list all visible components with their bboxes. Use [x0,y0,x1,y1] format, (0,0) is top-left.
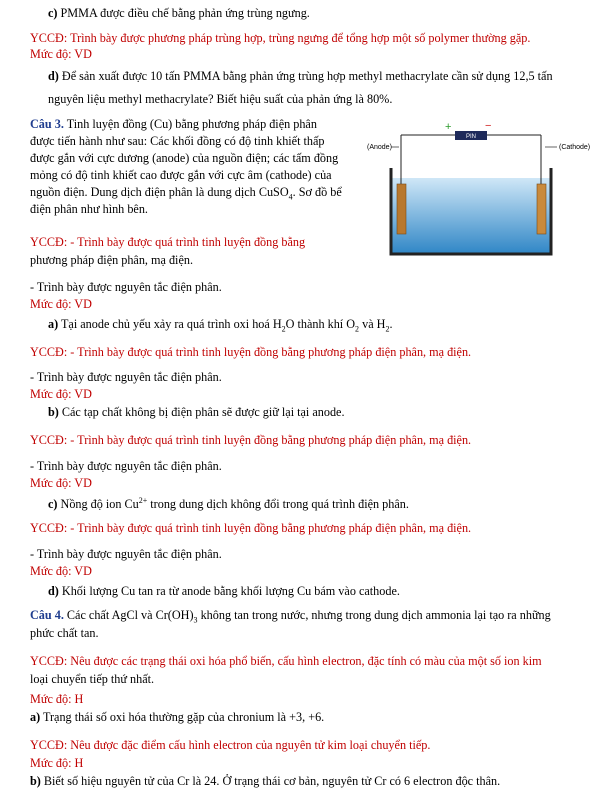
anode-label: (Anode) [367,144,392,151]
subscript: 4 [288,192,293,202]
yccd-line: YCCĐ: - Trình bày được quá trình tinh luyện đồng bằng phương pháp điện phân, mạ điện. [30,521,472,535]
statement-text: Các tạp chất không bị điện phân sẽ được giữ lại tại anode. [61,405,345,419]
statement-text: và H [359,317,386,331]
statement-text: O thành khí O [285,317,356,331]
question-3-line-3: được gắn với cực dương (anode) của nguồn điện; các tấm đồng [30,151,339,165]
statement-label: d) [48,584,59,598]
yccd-line: YCCĐ: Nêu được các trạng thái oxi hóa phổ biến, cấu hình electron, đặc tính có màu của một số ion kim [30,654,542,668]
electrolyte-solution [391,178,551,254]
question-text: nguồn điện. Dung dịch điện phân là dung dịch CuSO [30,185,289,199]
question-4-line-1 [30,608,551,627]
subscript: 2 [355,324,360,334]
statement-b-impurities [48,405,345,419]
cathode-label: (Cathode) [559,144,591,151]
yccd-line: YCCĐ: - Trình bày được quá trình tinh luyện đồng bằng phương pháp điện phân, mạ điện. [30,433,472,447]
minus-sign: − [485,120,492,132]
superscript: 2+ [138,496,148,505]
statement-text: PMMA được điều chế bằng phản ứng trùng ngưng. [60,6,310,20]
muc-do-line: Mức độ: VD [30,476,92,490]
question-text: không tan trong nước, nhưng trong dung dịch ammonia lại tạo ra những [197,608,551,622]
anode-electrode [397,184,406,234]
yccd-principle: - Trình bày được nguyên tắc điện phân. [30,547,222,561]
question-3-line-4: mỏng có độ tinh khiết cao được gắn với cực âm (cathode) của [30,168,332,182]
question-label: Câu 4. [30,608,64,622]
statement-label: b) [48,405,59,419]
yccd-line: YCCĐ: Trình bày được phương pháp trùng hợp, trùng ngưng để tổng hợp một số polymer thường gặp. [30,31,531,45]
statement-label: d) [48,69,59,83]
muc-do-line: Mức độ: VD [30,297,92,311]
yccd-line: YCCĐ: Nêu được đặc điểm cấu hình electron của nguyên tử kim loại chuyển tiếp. [30,738,431,752]
statement-text: Tại anode chủ yếu xảy ra quá trình oxi hoá H [60,317,282,331]
plus-sign: + [445,121,452,133]
statement-b-chromium [30,774,500,788]
statement-text: . [389,317,393,331]
statement-text: Khối lượng Cu tan ra từ anode bằng khối lượng Cu bám vào cathode. [61,584,400,598]
question-3-line-1 [30,117,317,131]
yccd-continuation: phương pháp điện phân, mạ điện. [30,253,193,267]
yccd-principle: - Trình bày được nguyên tắc điện phân. [30,280,222,294]
yccd-continuation: loại chuyển tiếp thứ nhất. [30,672,155,686]
muc-do-line: Mức độ: VD [30,47,92,61]
yccd-line: YCCĐ: - Trình bày được quá trình tinh luyện đồng bằng phương pháp điện phân, mạ điện. [30,345,472,359]
electrolysis-diagram [367,120,597,260]
statement-a-anode [48,317,393,336]
question-3-line-6: điện phân như hình bên. [30,202,148,216]
question-text: Các chất AgCl và Cr(OH) [66,608,194,622]
statement-text: Biết số hiệu nguyên tử của Cr là 24. Ở trạng thái cơ bản, nguyên tử Cr có 6 electron độc thân. [43,774,501,788]
subscript: 2 [281,324,286,334]
yccd-principle: - Trình bày được nguyên tắc điện phân. [30,459,222,473]
statement-text: Nồng độ ion Cu [60,497,139,512]
question-text: Tinh luyện đồng (Cu) bằng phương pháp điện phân [66,117,317,131]
statement-label: b) [30,774,41,788]
muc-do-line: Mức độ: VD [30,387,92,401]
statement-label: a) [48,317,59,331]
statement-a-chromium [30,710,324,724]
statement-label: c) [48,6,58,20]
statement-d-continuation: nguyên liệu methyl methacrylate? Biết hiệu suất của phản ứng là 80%. [48,92,393,106]
battery-label: PIN [465,134,477,140]
yccd-line: YCCĐ: - Trình bày được quá trình tinh luyện đồng bằng [30,235,306,249]
muc-do-line: Mức độ: H [30,692,84,706]
statement-text: Để sản xuất được 10 tấn PMMA bằng phản ứng trùng hợp methyl methacrylate cần sử dụng 12,5 tấn [61,69,553,83]
statement-c-pmma [48,6,310,20]
statement-text: Trạng thái số oxi hóa thường gặp của chronium là +3, +6. [42,710,325,724]
statement-label: a) [30,710,41,724]
question-label: Câu 3. [30,117,64,131]
question-text: . Sơ đồ bể [292,185,342,199]
yccd-principle: - Trình bày được nguyên tắc điện phân. [30,370,222,384]
question-4-line-2: phức chất tan. [30,626,99,640]
cathode-electrode [537,184,546,234]
subscript: 3 [193,615,198,625]
statement-d-mass [48,584,400,598]
statement-c-copper-ion [48,494,409,511]
statement-text: trong dung dịch không đổi trong quá trình điện phân. [147,497,409,512]
muc-do-line: Mức độ: VD [30,564,92,578]
statement-label: c) [48,497,58,512]
question-3-line-2: được tiến hành như sau: Các khối đồng có độ tinh khiết thấp [30,134,325,148]
subscript: 2 [385,324,390,334]
statement-d-pmma [48,69,553,83]
muc-do-line: Mức độ: H [30,756,84,770]
